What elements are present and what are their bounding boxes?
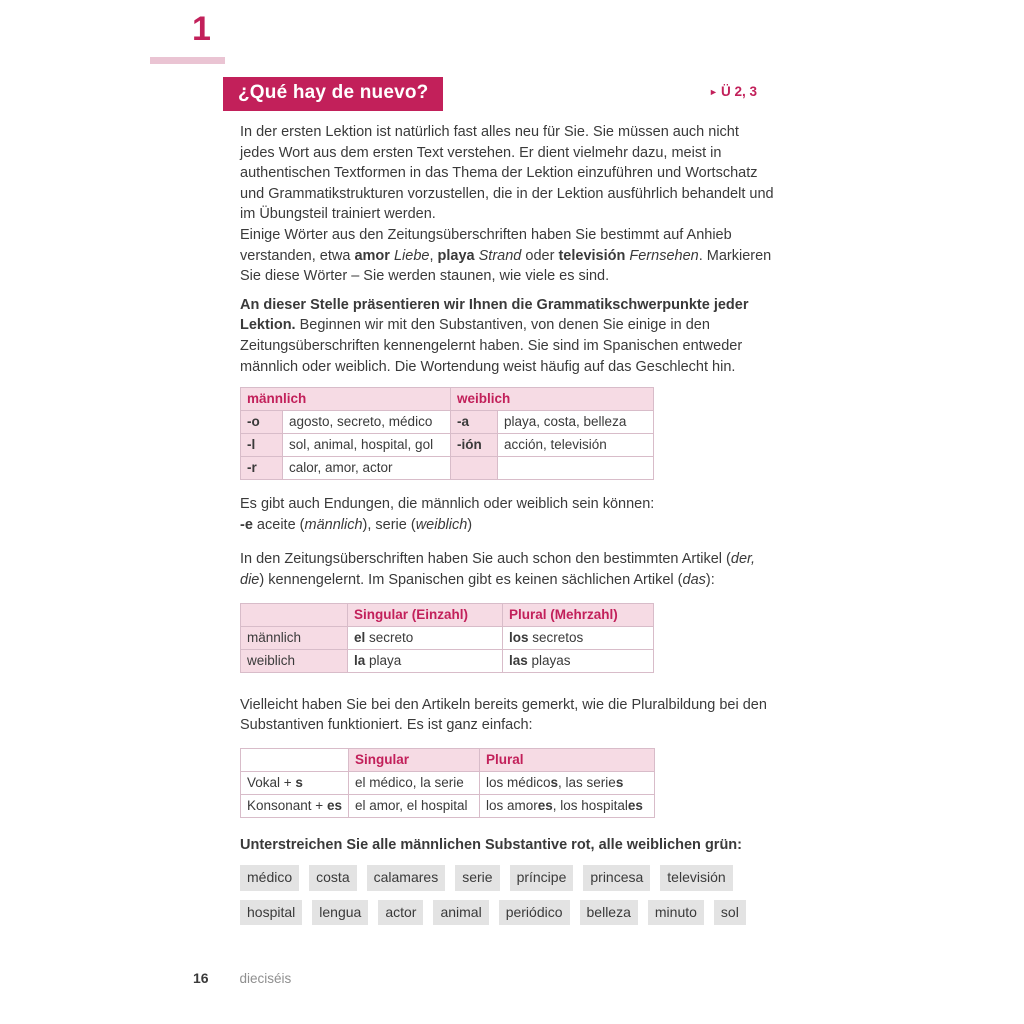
vocab-word: televisión	[660, 865, 732, 891]
vocab-word-row-2	[240, 900, 776, 926]
plural-cell: las playas	[503, 649, 654, 672]
column-header-masculine: männlich	[241, 388, 451, 411]
vocab-word: calamares	[367, 865, 446, 891]
column-header-plural: Plural	[479, 748, 654, 771]
ending-cell: -r	[241, 457, 283, 480]
rule-label: Vokal + s	[241, 771, 349, 794]
table-row	[241, 649, 654, 672]
vocab-word: costa	[309, 865, 356, 891]
column-header-plural: Plural (Mehrzahl)	[503, 603, 654, 626]
underline-instruction: Unterstreichen Sie alle männlichen Substantive rot, alle weiblichen grün:	[240, 836, 742, 853]
examples-cell: acción, televisión	[498, 434, 654, 457]
examples-cell: sol, animal, hospital, gol	[283, 434, 451, 457]
page-content	[240, 122, 776, 925]
table-row	[241, 434, 654, 457]
column-header-singular: Singular	[348, 748, 479, 771]
column-header-singular: Singular (Einzahl)	[348, 603, 503, 626]
singular-cell: la playa	[348, 649, 503, 672]
examples-cell	[498, 457, 654, 480]
chapter-number: 1	[192, 10, 211, 48]
paragraph-endings-line2: -e aceite (männlich), serie (weiblich)	[240, 516, 473, 533]
column-header-feminine: weiblich	[451, 388, 654, 411]
vocab-word: belleza	[580, 900, 638, 926]
table-row	[241, 457, 654, 480]
singular-cell: el médico, la serie	[348, 771, 479, 794]
table-header-row	[241, 388, 654, 411]
ending-cell	[451, 457, 498, 480]
ending-cell: -l	[241, 434, 283, 457]
examples-cell: agosto, secreto, médico	[283, 411, 451, 434]
vocab-word: hospital	[240, 900, 302, 926]
singular-cell: el amor, el hospital	[348, 794, 479, 817]
table-row	[241, 794, 655, 817]
ending-cell: -ión	[451, 434, 498, 457]
plural-cell: los secretos	[503, 626, 654, 649]
page-footer	[193, 970, 291, 986]
vocab-word: princesa	[583, 865, 650, 891]
vocab-word: periódico	[499, 900, 570, 926]
paragraph-endings-line1: Es gibt auch Endungen, die männlich oder weiblich sein können:	[240, 496, 655, 513]
examples-cell: calor, amor, actor	[283, 457, 451, 480]
plural-cell: los médicos, las series	[479, 771, 654, 794]
vocab-word: lengua	[312, 900, 368, 926]
paragraph-lesson-intro: In der ersten Lektion ist natürlich fast alles neu für Sie. Sie müssen auch nicht jedes Wort aus dem ersten Text verstehen. Er dient vielmehr dazu, meist in authentischen Textformen in das Thema der Lektion einzuführen und Wortschatz und Grammatikstrukturen vorzustellen, die in der Lektion ausführlich behandelt und im Übungsteil trainiert werden.	[240, 124, 774, 223]
vocab-word: sol	[714, 900, 746, 926]
paragraph-known-words: Einige Wörter aus den Zeitungsüberschriften haben Sie bestimmt auf Anhieb verstanden, etwa amor Liebe, playa Strand oder televisión Fernsehen. Markieren Sie diese Wörter – Sie werden staunen, wie viele es sind.	[240, 226, 772, 285]
table-header-row	[241, 748, 655, 771]
vocab-word-row-1	[240, 865, 776, 891]
triangle-right-icon: ►	[709, 87, 718, 97]
chapter-underline-bar	[150, 57, 225, 64]
paragraph-plural-intro: Vielleicht haben Sie bei den Artikeln bereits gemerkt, wie die Pluralbildung bei den Substantiven funktioniert. Es ist ganz einfach:	[240, 696, 767, 734]
vocab-word: serie	[455, 865, 499, 891]
ending-cell: -o	[241, 411, 283, 434]
vocab-word: príncipe	[510, 865, 574, 891]
column-header-blank	[241, 748, 349, 771]
table-row	[241, 771, 655, 794]
paragraph-articles-intro: In den Zeitungsüberschriften haben Sie auch schon den bestimmten Artikel (der, die) kennengelernt. Im Spanischen gibt es keinen sächlichen Artikel (das):	[240, 551, 756, 588]
definite-articles-table	[240, 603, 654, 673]
vocab-word: actor	[378, 900, 423, 926]
table-row	[241, 626, 654, 649]
row-label-feminine: weiblich	[241, 649, 348, 672]
table-header-row	[241, 603, 654, 626]
page-number-word: dieciséis	[239, 971, 292, 986]
exercise-reference	[709, 77, 775, 99]
plural-formation-table	[240, 748, 655, 818]
row-label-masculine: männlich	[241, 626, 348, 649]
examples-cell: playa, costa, belleza	[498, 411, 654, 434]
paragraph-grammar-focus: An dieser Stelle präsentieren wir Ihnen die Grammatikschwerpunkte jeder Lektion. Beginnen wir mit den Substantiven, von denen Sie einige in den Zeitungsüberschriften kennengelernt haben. Sie sind im Spanischen entweder männlich oder weiblich. Die Wortendung weist häufig auf das Geschlecht hin.	[240, 296, 749, 375]
vocab-word: médico	[240, 865, 299, 891]
exercise-reference-label: Ü 2, 3	[720, 84, 757, 99]
vocab-word: animal	[433, 900, 488, 926]
rule-label: Konsonant + es	[241, 794, 349, 817]
ending-cell: -a	[451, 411, 498, 434]
section-header	[223, 77, 775, 111]
section-title: ¿Qué hay de nuevo?	[223, 77, 443, 111]
page-number: 16	[193, 970, 209, 986]
plural-cell: los amores, los hospitales	[479, 794, 654, 817]
column-header-blank	[241, 603, 348, 626]
gender-endings-table	[240, 387, 654, 480]
singular-cell: el secreto	[348, 626, 503, 649]
table-row	[241, 411, 654, 434]
vocab-word: minuto	[648, 900, 704, 926]
